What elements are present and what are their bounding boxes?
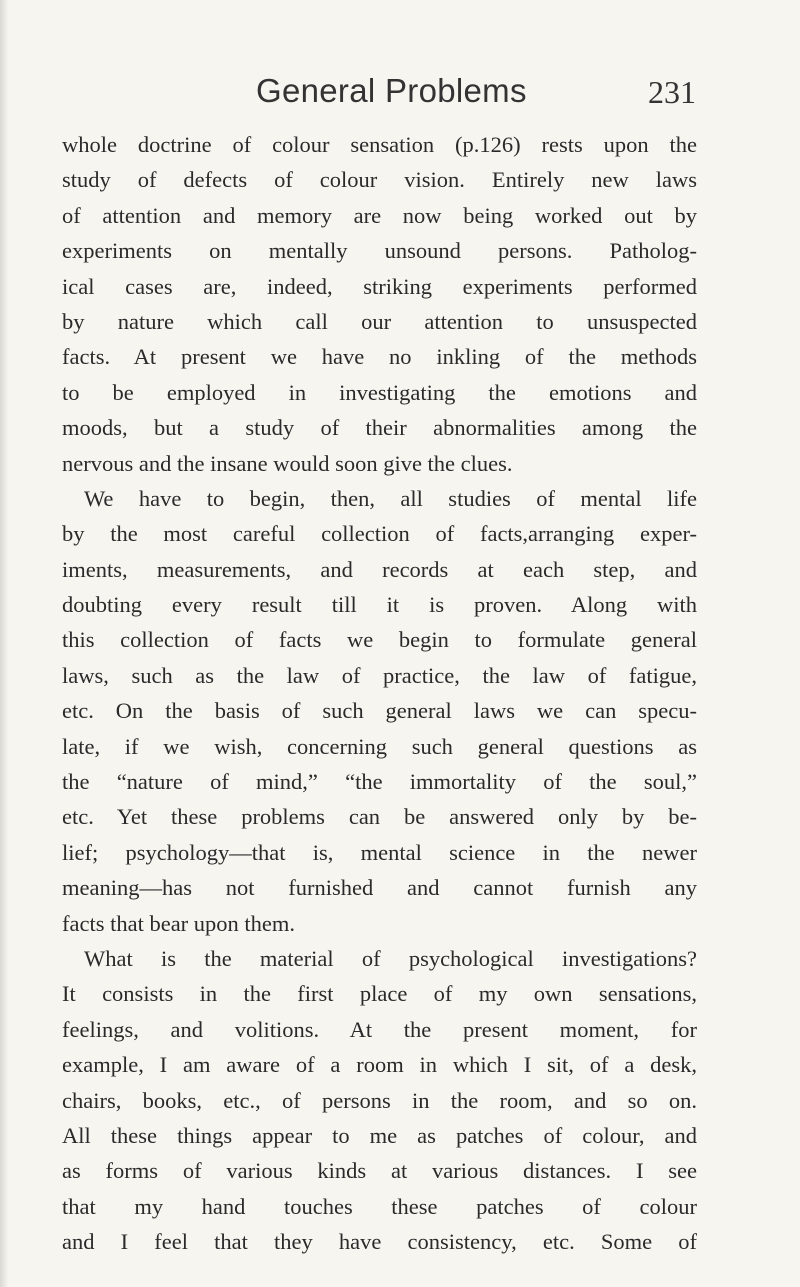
text-line: All these things appear to me as patches of colour, and [62, 1122, 697, 1148]
text-line: experiments on mentally unsound persons. Patholog- [62, 238, 697, 264]
text-line: etc. Yet these problems can be answered only by be- [62, 804, 697, 830]
text-line: by the most careful collection of facts,arranging exper- [62, 521, 697, 547]
text-line: moods, but a study of their abnormalities among the [62, 415, 697, 441]
text-line: etc. On the basis of such general laws we can specu- [62, 698, 697, 724]
text-line: meaning—has not furnished and cannot furnish any [62, 875, 697, 901]
text-line: this collection of facts we begin to formulate general [62, 627, 697, 653]
text-line: the “nature of mind,” “the immortality of the soul,” [62, 769, 697, 795]
text-line: and I feel that they have consistency, etc. Some of [62, 1229, 697, 1255]
text-line: by nature which call our attention to unsuspected [62, 308, 697, 334]
text-line: We have to begin, then, all studies of mental life [84, 485, 697, 511]
text-line: What is the material of psychological investigations? [84, 945, 697, 971]
text-line: lief; psychology—that is, mental science in the newer [62, 839, 697, 865]
page-binding-edge [0, 0, 8, 1287]
text-line: feelings, and volitions. At the present moment, for [62, 1016, 697, 1042]
text-line: facts. At present we have no inkling of the methods [62, 344, 697, 370]
text-line: that my hand touches these patches of colour [62, 1193, 697, 1219]
text-line: example, I am aware of a room in which I sit, of a desk, [62, 1052, 697, 1078]
text-line: chairs, books, etc., of persons in the room, and so on. [62, 1087, 697, 1113]
text-line: nervous and the insane would soon give the clues. [62, 450, 513, 476]
text-line: study of defects of colour vision. Entirely new laws [62, 167, 697, 193]
text-line: late, if we wish, concerning such general questions as [62, 733, 697, 759]
page-number: 231 [648, 74, 696, 110]
running-title: General Problems [256, 72, 527, 109]
body-text [62, 127, 697, 1260]
text-line: iments, measurements, and records at each step, and [62, 556, 697, 582]
page-header [256, 72, 696, 122]
text-line: It consists in the first place of my own sensations, [62, 981, 697, 1007]
text-line: of attention and memory are now being worked out by [62, 202, 697, 228]
text-line: doubting every result till it is proven. Along with [62, 592, 697, 618]
text-line: whole doctrine of colour sensation (p.126) rests upon the [62, 132, 697, 157]
text-line: laws, such as the law of practice, the law of fatigue, [62, 662, 697, 688]
text-line: facts that bear upon them. [62, 910, 296, 936]
text-line: as forms of various kinds at various distances. I see [62, 1158, 697, 1184]
text-line: ical cases are, indeed, striking experiments performed [62, 273, 697, 299]
text-line: to be employed in investigating the emotions and [62, 379, 697, 405]
